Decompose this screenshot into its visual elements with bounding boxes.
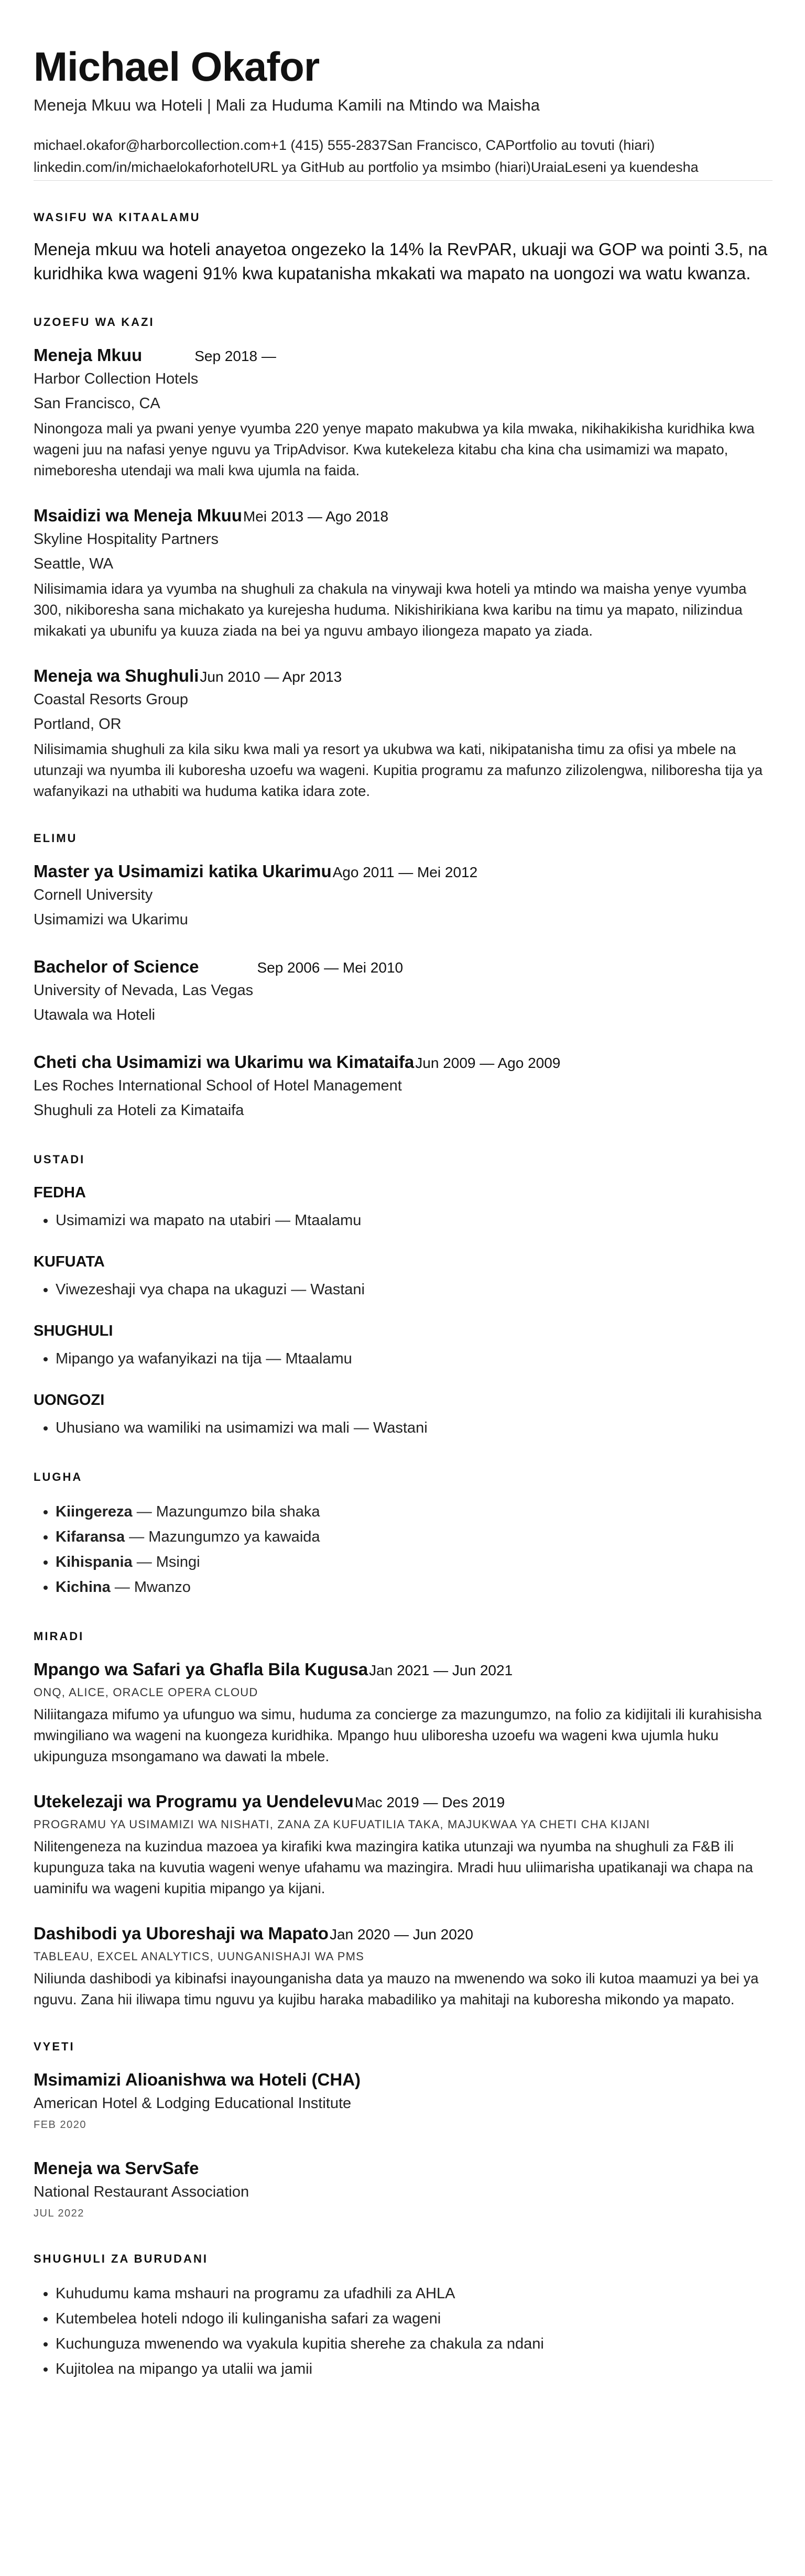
job-location: Seattle, WA [34,555,114,572]
skills-section [34,1152,771,1440]
hobby-list [34,2281,771,2382]
education-heading: ELIMU [34,832,78,845]
language-name: Kiingereza [56,1503,133,1520]
hobbies-section [34,2252,771,2382]
project-description: Nilitengeneza na kuzindua mazoea ya kirafiki kwa mazingira katika utunzaji wa nyumba na shughuli za F&B ili kupunguza taka na kuvutia wageni wenye ufahamu wa mazingira. Mradi huu uliimarisha upatikanaji wa chapa na uaminifu wa wageni kupitia mipango ya kijani. [34,1838,753,1896]
skill-group-title: UONGOZI [34,1392,105,1409]
summary-section [34,210,771,286]
certificate-issuer: American Hotel & Lodging Educational Institute [34,2095,352,2112]
project-dates: Jan 2020 — Jun 2020 [329,1926,473,1942]
skill-list [34,1277,771,1302]
job-dates: Mei 2013 — Ago 2018 [243,508,389,525]
hobby-item: • Kujitolea na mipango ya utalii wa jamii [56,2356,771,2382]
hobby-item: • Kutembelea hoteli ndogo ili kulinganisha safari za wageni [56,2306,771,2331]
project-header [34,1791,771,1813]
project-technologies: TABLEAU, EXCEL ANALYTICS, UUNGANISHAJI WA PMS [34,1950,365,1963]
job-title: Meneja Mkuu [34,345,143,365]
language-item [56,1575,771,1600]
job-description: Nilisimamia idara ya vyumba na shughuli za chakula na vinywaji kwa hoteli ya mtindo wa maisha yenye vyumba 300, nikiboresha sana michakato ya kurejesha huduma. Nikishirikiana kwa karibu na timu ya mapato, nilizindua mikakati ya ubunifu ya kuuza ziada na bei ya nguvu ambayo iliongeza mapato ya ziada. [34,581,747,639]
job-header [34,665,771,687]
project-entry [34,1923,771,2010]
job-entry [34,344,771,481]
resume-header [34,44,771,181]
certificate-title: Meneja wa ServSafe [34,2158,199,2178]
education-entry [34,956,771,1028]
experience-heading: UZOEFU WA KAZI [34,315,155,329]
study-field: Shughuli za Hoteli za Kimataifa [34,1102,244,1119]
hobby-item: • Kuchunguza mwenendo wa vyakula kupitia sherehe za chakula za ndani [56,2331,771,2356]
job-entry [34,665,771,802]
project-technologies: ONQ, ALICE, ORACLE OPERA CLOUD [34,1686,258,1699]
skill-group-title: FEDHA [34,1184,86,1201]
project-technologies: PROGRAMU YA USIMAMIZI WA NISHATI, ZANA ZA KUFUATILIA TAKA, MAJUKWAA YA CHETI CHA KIJANI [34,1818,650,1831]
skill-list [34,1415,771,1440]
job-description: Ninongoza mali ya pwani yenye vyumba 220 yenye mapato makubwa ya kila mwaka, nikihakikisha kuridhika kwa wageni juu na nafasi yenye nguvu ya TripAdvisor. Kwa kutekeleza kitabu cha kina cha usimamizi wa mapato, nimeboresha utendaji wa mali kwa ujumla na faida. [34,420,755,478]
certificate-issuer: National Restaurant Association [34,2184,249,2200]
contact-info [34,134,771,181]
language-level: — Mwanzo [110,1579,191,1596]
skill-group [34,1251,771,1302]
hobbies-heading: SHUGHULI ZA BURUDANI [34,2252,208,2265]
projects-heading: MIRADI [34,1630,84,1643]
summary-text: Meneja mkuu wa hoteli anayetoa ongezeko la 14% la RevPAR, ukuaji wa GOP wa pointi 3.5, na kuridhika kwa wageni 91% kwa kupatanisha mkakati wa mapato na uongozi wa watu kwanza. [34,239,768,283]
certificate-entry [34,2157,771,2222]
school-name: Cornell University [34,887,153,903]
school-name: Les Roches International School of Hotel Management [34,1077,402,1094]
company-name: Coastal Resorts Group [34,691,188,708]
company-name: Skyline Hospitality Partners [34,531,219,548]
language-item [56,1549,771,1575]
language-list [34,1499,771,1600]
projects-section [34,1629,771,2010]
certificate-date: JUL 2022 [34,2208,84,2219]
project-title: Mpango wa Safari ya Ghafla Bila Kugusa [34,1660,368,1679]
skill-list [34,1208,771,1233]
study-field: Utawala wa Hoteli [34,1007,156,1023]
project-description: Niliunda dashibodi ya kibinafsi inayounganisha data ya mauzo na mwenendo wa soko ili kutoa maamuzi ya bei ya nguvu. Zana hii iliwapa timu nguvu ya kujibu haraka mabadiliko ya mahitaji na kuboresha mikondo ya mapato. [34,1970,759,2007]
skill-group-title: KUFUATA [34,1253,105,1270]
education-entry [34,860,771,932]
skill-group [34,1182,771,1233]
job-title: Msaidizi wa Meneja Mkuu [34,506,242,525]
certificate-title: Msimamizi Alioanishwa wa Hoteli (CHA) [34,2070,361,2089]
languages-heading: LUGHA [34,1470,83,1483]
project-header [34,1923,771,1945]
project-dates: Mac 2019 — Des 2019 [354,1794,505,1810]
education-header [34,860,771,883]
job-title: Meneja wa Shughuli [34,666,199,685]
skill-item: • Mipango ya wafanyikazi na tija — Mtaalamu [56,1346,771,1371]
school-name: University of Nevada, Las Vegas [34,982,254,999]
project-entry [34,1658,771,1767]
language-item [56,1499,771,1524]
job-description: Nilisimamia shughuli za kila siku kwa mali ya resort ya ukubwa wa kati, nikipatanisha timu za ofisi ya mbele na utunzaji wa nyumba ili kuboresha uzoefu wa wageni. Kupitia programu za mafunzo zilizolengwa, niliboresha tija ya wafanyikazi na uthabiti wa huduma katika idara zote. [34,741,763,799]
certificate-entry [34,2069,771,2134]
job-dates: Sep 2018 — [194,348,276,364]
job-header [34,505,771,527]
skill-list [34,1346,771,1371]
job-dates: Jun 2010 — Apr 2013 [200,669,342,685]
education-dates: Sep 2006 — Mei 2010 [257,959,404,976]
study-field: Usimamizi wa Ukarimu [34,911,188,928]
skill-item: • Uhusiano wa wamiliki na usimamizi wa mali — Wastani [56,1415,771,1440]
language-name: Kihispania [56,1554,133,1570]
project-dates: Jan 2021 — Jun 2021 [369,1662,513,1678]
company-name: Harbor Collection Hotels [34,370,199,387]
hobby-item: • Kuhudumu kama mshauri na programu za ufadhili za AHLA [56,2281,771,2306]
project-entry [34,1791,771,1899]
language-level: — Msingi [132,1554,200,1570]
job-header [34,344,771,367]
language-item [56,1524,771,1549]
skill-item: • Usimamizi wa mapato na utabiri — Mtaalamu [56,1208,771,1233]
project-title: Utekelezaji wa Programu ya Uendelevu [34,1792,354,1811]
degree-title: Master ya Usimamizi katika Ukarimu [34,861,332,881]
skills-heading: USTADI [34,1153,85,1166]
education-header [34,956,771,978]
degree-title: Cheti cha Usimamizi wa Ukarimu wa Kimataifa [34,1052,415,1072]
project-header [34,1658,771,1681]
experience-section [34,315,771,802]
language-name: Kifaransa [56,1529,125,1545]
language-level: — Mazungumzo bila shaka [132,1503,320,1520]
contact-row-secondary: linkedin.com/in/michaelokaforhotelURL ya GitHub au portfolio ya msimbo (hiari)UraiaLeseni ya kuendesha [34,156,773,181]
education-dates: Jun 2009 — Ago 2009 [415,1055,561,1071]
contact-row-primary: michael.okafor@harborcollection.com+1 (415) 555-2837San Francisco, CAPortfolio au tovuti (hiari) [34,137,655,153]
language-name: Kichina [56,1579,111,1596]
professional-headline: Meneja Mkuu wa Hoteli | Mali za Huduma Kamili na Mtindo wa Maisha [34,96,540,114]
skill-group [34,1320,771,1371]
education-header [34,1051,771,1074]
summary-heading: WASIFU WA KITAALAMU [34,211,201,224]
degree-title: Bachelor of Science [34,957,199,976]
education-entry [34,1051,771,1123]
education-dates: Ago 2011 — Mei 2012 [332,864,478,880]
languages-section [34,1470,771,1600]
skill-group-title: SHUGHULI [34,1323,113,1339]
person-name: Michael Okafor [34,43,320,90]
project-description: Niliitangaza mifumo ya ufunguo wa simu, huduma za concierge za mazungumzo, na folio za kidijitali ili kurahisisha mwingiliano wa wageni na kuongeza kuridhika. Mpango huu uliboresha uzoefu wa wageni kwa ujumla huku ukipunguza msongamano wa dawati la mbele. [34,1706,762,1764]
skill-group [34,1389,771,1440]
certificate-date: FEB 2020 [34,2119,86,2131]
job-location: San Francisco, CA [34,395,160,412]
certificates-heading: VYETI [34,2040,75,2053]
job-entry [34,505,771,641]
skill-item: • Viwezeshaji vya chapa na ukaguzi — Wastani [56,1277,771,1302]
education-section [34,831,771,1123]
project-title: Dashibodi ya Uboreshaji wa Mapato [34,1924,329,1943]
job-location: Portland, OR [34,716,122,733]
certificates-section [34,2039,771,2222]
language-level: — Mazungumzo ya kawaida [125,1529,320,1545]
